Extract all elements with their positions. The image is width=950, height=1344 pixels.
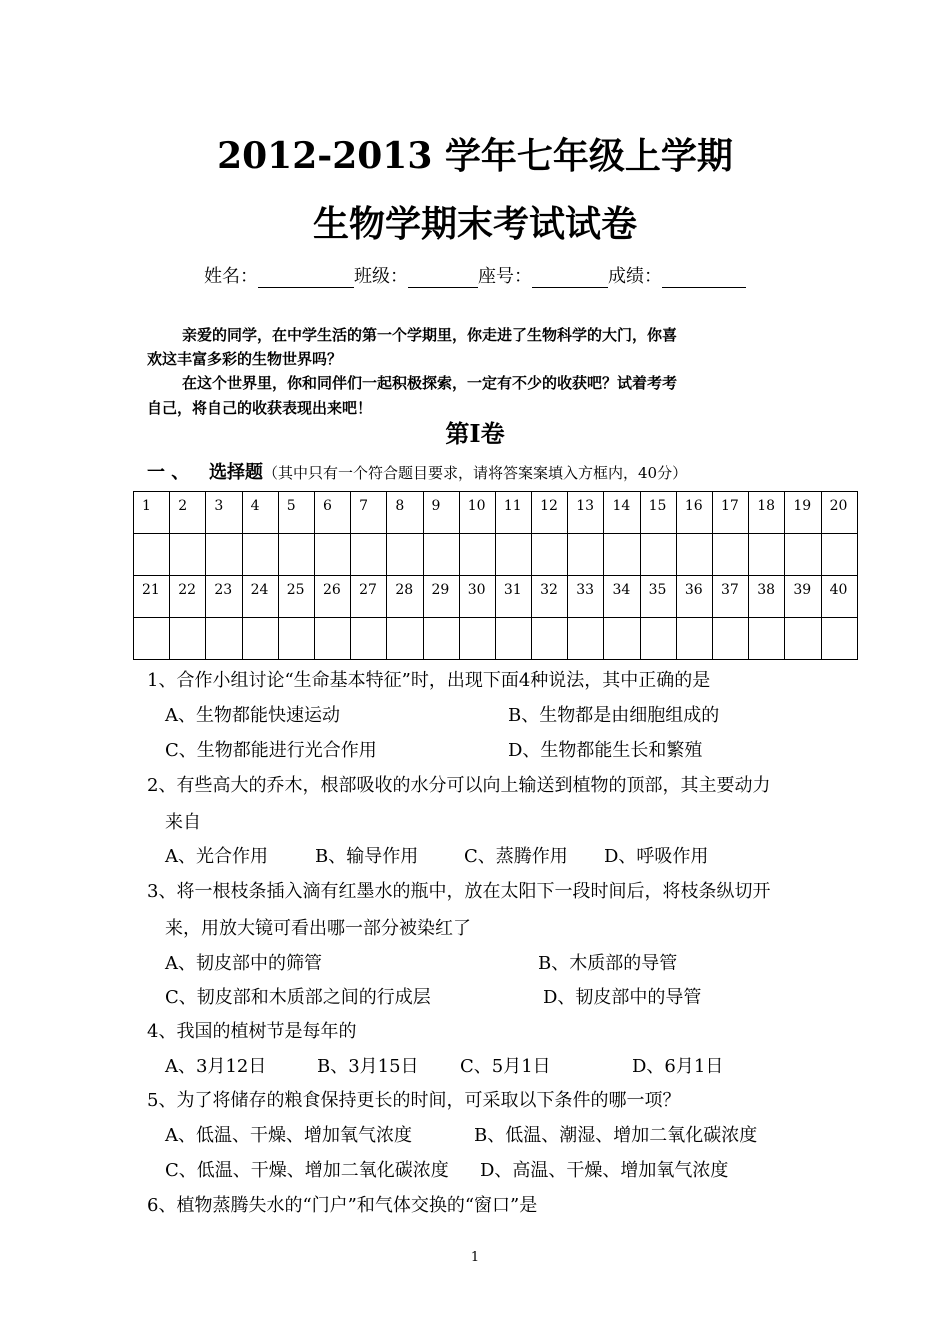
answer-box-cell[interactable] <box>242 618 278 660</box>
answer-number-cell <box>387 576 423 618</box>
answer-box-cell[interactable] <box>749 618 785 660</box>
seat-blank[interactable] <box>532 269 608 288</box>
answer-number: 38 <box>757 582 776 598</box>
answer-number: 18 <box>757 498 776 514</box>
answer-number-cell <box>170 492 206 534</box>
answer-table <box>133 491 858 660</box>
answer-box-cell[interactable] <box>568 618 604 660</box>
q3-option-a: A、韧皮部中的筛管 <box>165 953 322 974</box>
answer-box-cell[interactable] <box>676 534 712 576</box>
answer-number: 27 <box>359 582 377 598</box>
answer-number-cell <box>676 492 712 534</box>
answer-number: 6 <box>322 498 332 514</box>
answer-number-cell <box>821 492 857 534</box>
answer-number-cell <box>568 492 604 534</box>
q2-option-d: D、呼吸作用 <box>604 846 709 867</box>
answer-box-cell[interactable] <box>604 534 640 576</box>
answer-number-cell <box>206 576 242 618</box>
answer-box-cell[interactable] <box>640 534 676 576</box>
q4-option-c: C、5月1日 <box>460 1056 551 1077</box>
q1-option-a: A、生物都能快速运动 <box>165 705 340 726</box>
answer-number: 8 <box>395 498 405 514</box>
answer-number-cell <box>604 576 640 618</box>
answer-number-cell <box>749 576 785 618</box>
answer-number: 20 <box>829 498 848 514</box>
answer-number: 40 <box>829 582 848 598</box>
q3-option-d: D、韧皮部中的导管 <box>543 987 702 1008</box>
answer-number-cell <box>495 492 531 534</box>
answer-number-cell <box>423 492 459 534</box>
answer-number-cell <box>785 492 821 534</box>
answer-box-row-2 <box>134 618 858 660</box>
answer-number: 21 <box>142 582 160 598</box>
name-blank[interactable] <box>258 269 354 288</box>
answer-box-cell[interactable] <box>495 534 531 576</box>
answer-number-cell <box>387 492 423 534</box>
answer-number-cell <box>134 492 170 534</box>
intro-line-1: 亲爱的同学，在中学生活的第一个学期里，你走进了生物科学的大门，你喜 <box>182 326 678 344</box>
q4-option-a: A、3月12日 <box>165 1056 267 1077</box>
q3-option-b: B、木质部的导管 <box>538 953 678 974</box>
seat-label: 座号： <box>478 266 532 287</box>
question-3-continued: 来，用放大镜可看出哪一部分被染红了 <box>165 918 471 939</box>
section-note: （其中只有一个符合题目要求，请将答案案填入方框内，40分） <box>263 464 688 482</box>
answer-number: 33 <box>576 582 595 598</box>
score-label: 成绩： <box>608 266 662 287</box>
q2-option-a: A、光合作用 <box>165 846 268 867</box>
answer-number-cell <box>676 576 712 618</box>
answer-box-row-1 <box>134 534 858 576</box>
answer-number-cell <box>170 576 206 618</box>
title-line-1: 2012-2013 学年七年级上学期 <box>217 135 733 177</box>
answer-number: 1 <box>142 498 151 514</box>
section-title: 选择题 <box>209 462 264 483</box>
answer-box-cell[interactable] <box>242 534 278 576</box>
intro-line-2: 欢这丰富多彩的生物世界吗？ <box>147 350 343 368</box>
answer-box-cell[interactable] <box>568 534 604 576</box>
answer-number: 7 <box>359 498 369 514</box>
answer-box-cell[interactable] <box>351 534 387 576</box>
answer-number: 15 <box>648 498 667 514</box>
q4-option-b: B、3月15日 <box>317 1056 419 1077</box>
answer-number: 5 <box>286 498 296 514</box>
answer-number: 13 <box>576 498 595 514</box>
score-blank[interactable] <box>662 269 746 288</box>
answer-number-cell <box>604 492 640 534</box>
answer-number: 39 <box>793 582 812 598</box>
answer-number: 2 <box>178 498 188 514</box>
answer-number: 10 <box>467 498 486 514</box>
question-3: 3、将一根枝条插入滴有红墨水的瓶中，放在太阳下一段时间后，将枝条纵切开 <box>147 881 771 902</box>
q2-option-b: B、输导作用 <box>315 846 419 867</box>
page-number: 1 <box>470 1250 480 1265</box>
q1-option-d: D、生物都能生长和繁殖 <box>508 740 703 761</box>
answer-box-cell[interactable] <box>604 618 640 660</box>
answer-box-cell[interactable] <box>532 618 568 660</box>
answer-number: 4 <box>250 498 260 514</box>
answer-box-cell[interactable] <box>170 618 206 660</box>
answer-number-cell <box>495 576 531 618</box>
q5-option-a: A、低温、干燥、增加氧气浓度 <box>165 1125 412 1146</box>
answer-box-cell[interactable] <box>713 534 749 576</box>
answer-box-cell[interactable] <box>713 618 749 660</box>
answer-box-cell[interactable] <box>170 534 206 576</box>
answer-number-cell <box>459 492 495 534</box>
answer-box-cell[interactable] <box>278 618 314 660</box>
answer-number: 17 <box>721 498 739 514</box>
answer-number: 16 <box>684 498 703 514</box>
question-1: 1、合作小组讨论“生命基本特征”时，出现下面4种说法，其中正确的是 <box>147 670 711 691</box>
intro-line-4: 自己，将自己的收获表现出来吧！ <box>147 399 373 417</box>
answer-box-cell[interactable] <box>134 618 170 660</box>
question-4: 4、我国的植树节是每年的 <box>147 1021 357 1042</box>
answer-number: 19 <box>793 498 812 514</box>
answer-box-cell[interactable] <box>676 618 712 660</box>
answer-number-cell <box>314 576 350 618</box>
volume-title: 第Ⅰ卷 <box>445 419 505 448</box>
question-2-continued: 来自 <box>165 812 201 833</box>
answer-number: 12 <box>540 498 558 514</box>
question-5: 5、为了将储存的粮食保持更长的时间，可采取以下条件的哪一项？ <box>147 1090 681 1111</box>
answer-box-cell[interactable] <box>387 534 423 576</box>
intro-line-3: 在这个世界里，你和同伴们一起积极探索，一定有不少的收获吧？试着考考 <box>182 374 678 392</box>
q4-option-d: D、6月1日 <box>632 1056 724 1077</box>
answer-number-row-2 <box>134 576 858 618</box>
answer-number-cell <box>206 492 242 534</box>
answer-box-cell[interactable] <box>749 534 785 576</box>
answer-box-cell[interactable] <box>459 534 495 576</box>
answer-number: 32 <box>540 582 558 598</box>
answer-number-cell <box>785 576 821 618</box>
answer-number-cell <box>242 576 278 618</box>
answer-number: 37 <box>721 582 739 598</box>
answer-box-cell[interactable] <box>206 534 242 576</box>
answer-number: 31 <box>503 582 522 598</box>
name-label: 姓名： <box>204 266 258 287</box>
q5-option-b: B、低温、潮湿、增加二氧化碳浓度 <box>474 1125 758 1146</box>
class-label: 班级： <box>354 266 408 287</box>
answer-number-cell <box>459 576 495 618</box>
answer-number: 11 <box>503 498 522 514</box>
answer-number-cell <box>242 492 278 534</box>
q1-option-c: C、生物都能进行光合作用 <box>165 740 377 761</box>
q5-option-c: C、低温、干燥、增加二氧化碳浓度 <box>165 1160 449 1181</box>
answer-number-cell <box>749 492 785 534</box>
answer-box-cell[interactable] <box>821 534 857 576</box>
answer-box-cell[interactable] <box>314 618 350 660</box>
answer-box-cell[interactable] <box>423 534 459 576</box>
answer-number: 36 <box>684 582 703 598</box>
class-blank[interactable] <box>408 269 478 288</box>
answer-box-cell[interactable] <box>278 534 314 576</box>
answer-box-cell[interactable] <box>532 534 568 576</box>
section-number: 一 、 <box>147 462 190 483</box>
q1-option-b: B、生物都是由细胞组成的 <box>508 705 720 726</box>
q3-option-c: C、韧皮部和木质部之间的行成层 <box>165 987 431 1008</box>
answer-number-cell <box>821 576 857 618</box>
answer-number: 25 <box>286 582 305 598</box>
student-info-line <box>0 262 950 288</box>
answer-box-cell[interactable] <box>785 618 821 660</box>
answer-number-cell <box>351 492 387 534</box>
answer-box-cell[interactable] <box>785 534 821 576</box>
answer-number-row-1 <box>134 492 858 534</box>
answer-box-cell[interactable] <box>206 618 242 660</box>
answer-number: 23 <box>214 582 233 598</box>
answer-number-cell <box>713 576 749 618</box>
answer-number: 14 <box>612 498 631 514</box>
answer-number-cell <box>278 576 314 618</box>
answer-number-cell <box>134 576 170 618</box>
question-6: 6、植物蒸腾失水的“门户”和气体交换的“窗口”是 <box>147 1195 538 1216</box>
answer-box-cell[interactable] <box>495 618 531 660</box>
answer-box-cell[interactable] <box>640 618 676 660</box>
title-line-2: 生物学期末考试试卷 <box>312 203 637 245</box>
q2-option-c: C、蒸腾作用 <box>464 846 568 867</box>
answer-box-cell[interactable] <box>351 618 387 660</box>
answer-number-cell <box>713 492 749 534</box>
section-heading <box>147 458 687 484</box>
answer-number-cell <box>568 576 604 618</box>
answer-number: 3 <box>214 498 224 514</box>
answer-number: 9 <box>431 498 441 514</box>
answer-box-cell[interactable] <box>821 618 857 660</box>
answer-number: 22 <box>178 582 197 598</box>
answer-number: 34 <box>612 582 631 598</box>
answer-number-cell <box>351 576 387 618</box>
question-2: 2、有些高大的乔木，根部吸收的水分可以向上输送到植物的顶部，其主要动力 <box>147 775 771 796</box>
q5-option-d: D、高温、干燥、增加氧气浓度 <box>480 1160 729 1181</box>
answer-box-cell[interactable] <box>459 618 495 660</box>
answer-number: 28 <box>395 582 414 598</box>
answer-number-cell <box>640 492 676 534</box>
answer-number-cell <box>532 492 568 534</box>
answer-number-cell <box>423 576 459 618</box>
answer-number: 29 <box>431 582 450 598</box>
answer-box-cell[interactable] <box>134 534 170 576</box>
answer-number-cell <box>314 492 350 534</box>
answer-number: 30 <box>467 582 486 598</box>
answer-number-cell <box>532 576 568 618</box>
answer-number: 24 <box>250 582 269 598</box>
answer-number-cell <box>640 576 676 618</box>
answer-number: 26 <box>322 582 341 598</box>
answer-box-cell[interactable] <box>387 618 423 660</box>
answer-box-cell[interactable] <box>314 534 350 576</box>
answer-box-cell[interactable] <box>423 618 459 660</box>
answer-number-cell <box>278 492 314 534</box>
answer-number: 35 <box>648 582 667 598</box>
